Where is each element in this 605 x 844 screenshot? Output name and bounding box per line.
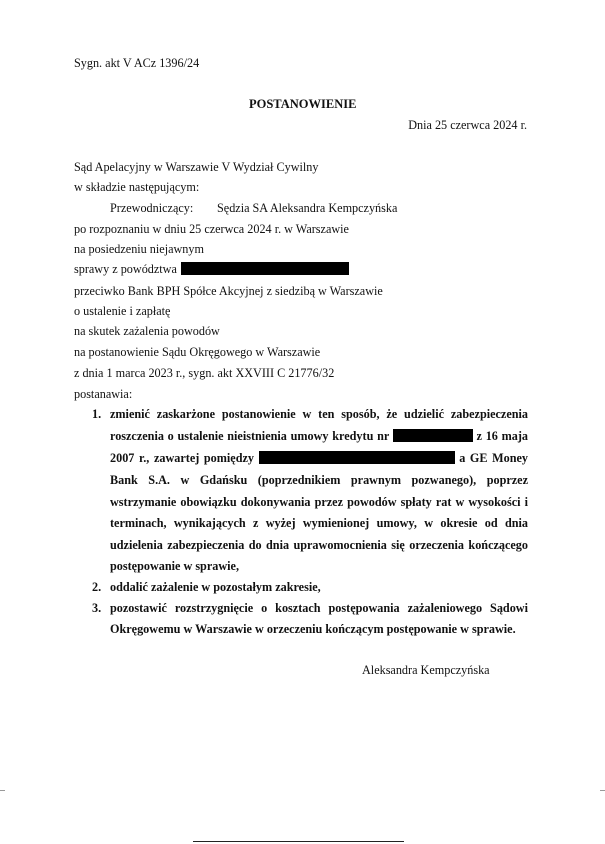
decision-1-line-1: zmienić zaskarżone postanowienie w ten sposób, że udzielić zabezpieczenia [110,407,528,421]
subject-line: o ustalenie i zapłatę [74,304,171,318]
decision-1-line-2-text-a: roszczenia o ustalenie nieistnienia umowy kredytu nr [110,429,390,443]
document-title: POSTANOWIENIE [249,97,357,111]
chair-name: Sędzia SA Aleksandra Kempczyńska [217,201,398,215]
redacted-parties [259,451,455,464]
defendant-line: przeciwko Bank BPH Spółce Akcyjnej z siedzibą w Warszawie [74,284,383,298]
redacted-contract-number [393,429,473,442]
decision-1-line-3-text-b: a GE Money [459,451,529,465]
decision-3-number: 3. [92,601,102,615]
fold-mark-left [0,790,5,791]
decision-1-line-8: postępowanie w sprawie, [110,559,239,573]
decision-3-line-2: Okręgowemu w Warszawie w orzeczeniu kończącym postępowanie w sprawie. [110,622,516,636]
decision-1-line-5: wstrzymanie obowiązku dokonywania przez powodów spłaty rat w wysokości i [110,495,528,509]
signatory: Aleksandra Kempczyńska [362,663,490,677]
composition-line: w składzie następującym: [74,180,200,194]
decision-1-line-3 [110,451,528,465]
decides-line: postanawia: [74,387,133,401]
case-prefix: sprawy z powództwa [74,262,177,276]
decision-1-line-3-text-a: 2007 r., zawartej pomiędzy [110,451,254,465]
footer-rule [193,841,404,842]
ruling-date-line: z dnia 1 marca 2023 r., sygn. akt XXVIII C 21776/32 [74,366,335,380]
ruling-reference-line: na postanowienie Sądu Okręgowego w Warszawie [74,345,321,359]
chair-label: Przewodniczący: [110,201,194,215]
decision-1-line-2-text-b: z 16 maja [476,429,529,443]
decision-1-number: 1. [92,407,102,421]
fold-mark-right [600,790,605,791]
session-line: na posiedzeniu niejawnym [74,242,204,256]
case-parties-line [74,262,349,277]
hearing-line: po rozpoznaniu w dniu 25 czerwca 2024 r. w Warszawie [74,222,349,236]
decision-1-line-6: terminach, wynikających z wyżej wymienionej umowy, w okresie od dnia [110,516,528,530]
decision-1-line-4: Bank S.A. w Gdańsku (poprzednikiem prawnym pozwanego), poprzez [110,473,528,487]
redacted-plaintiffs [181,262,349,275]
case-signature: Sygn. akt V ACz 1396/24 [74,56,200,70]
document-date: Dnia 25 czerwca 2024 r. [408,118,527,132]
decision-2-text: oddalić zażalenie w pozostałym zakresie, [110,580,321,594]
decision-3-line-1: pozostawić rozstrzygnięcie o kosztach postępowania zażaleniowego Sądowi [110,601,528,615]
decision-1-line-7: udzielenia zabezpieczenia do dnia uprawomocnienia się orzeczenia kończącego [110,538,528,552]
court-name: Sąd Apelacyjny w Warszawie V Wydział Cywilny [74,160,319,174]
complaint-line: na skutek zażalenia powodów [74,324,220,338]
decision-2-number: 2. [92,580,102,594]
decision-1-line-2 [110,429,528,443]
